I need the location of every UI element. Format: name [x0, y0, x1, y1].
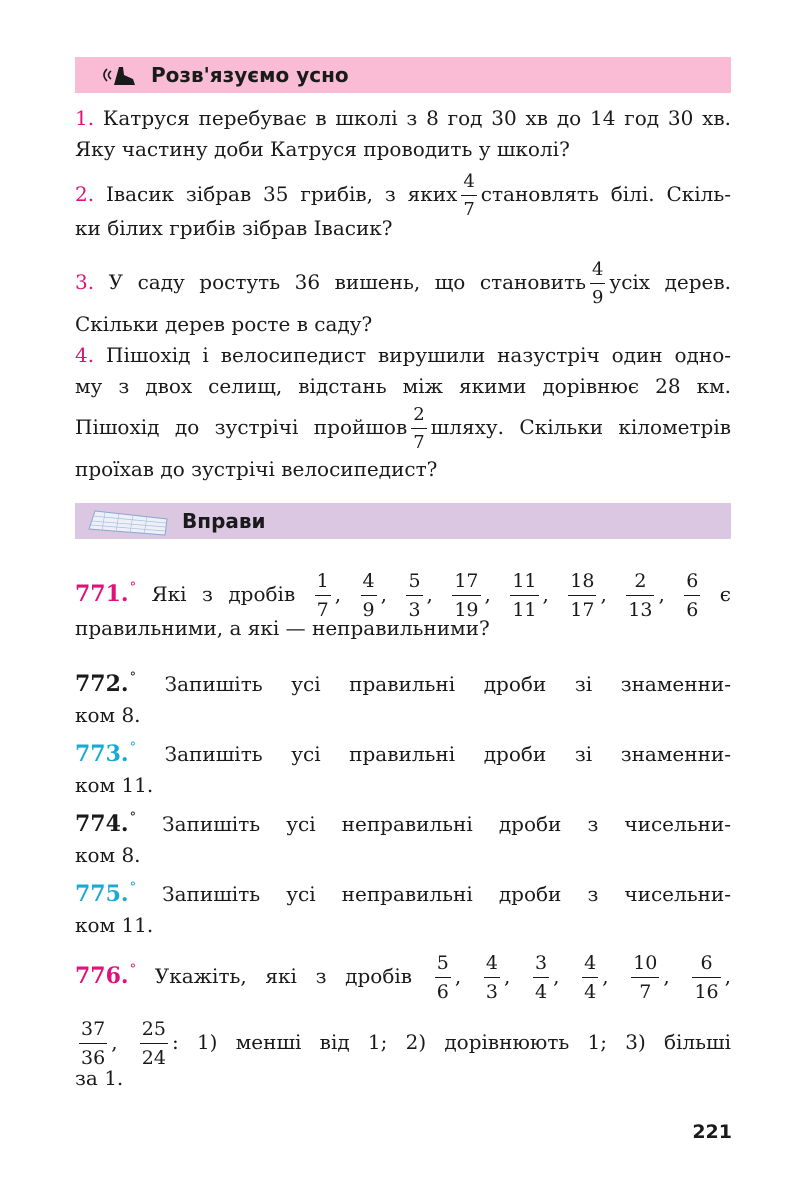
exercise-number: 772. — [75, 671, 129, 697]
fraction — [484, 951, 500, 1003]
exercise-number: 774. — [75, 811, 129, 837]
fraction-numerator: 11 — [512, 569, 537, 592]
fraction: $\frac{4}{7}$ — [463, 170, 475, 220]
fraction — [510, 569, 538, 621]
exercise-text: Запишіть усі неправильні дроби з чисельни- — [162, 812, 732, 836]
fraction-numerator: 4 — [584, 951, 597, 974]
fraction-numerator: 4 — [485, 951, 498, 974]
fraction-denominator: 24 — [141, 1046, 166, 1069]
problem-text: Яку частину доби Катруся проводить у школі? — [75, 137, 570, 161]
exercise-number: 773. — [75, 741, 129, 767]
exercise-text: Укажіть, які з дробів — [154, 964, 413, 988]
speaking-hand-icon — [97, 61, 141, 89]
fraction-denominator: 17 — [570, 598, 595, 621]
comma: , — [426, 582, 433, 606]
oral-section-title: Розв'язуємо усно — [151, 63, 349, 87]
problem-text: Пішохід до зустрічі пройшов — [75, 415, 408, 439]
exercise-774: 774.° Запишіть усі неправильні дроби з чисельни- ком 8. — [75, 802, 731, 871]
fraction-numerator: 10 — [633, 951, 658, 974]
oral-problem-4 — [75, 340, 731, 485]
exercise-775: 775.° Запишіть усі неправильні дроби з чисельни- ком 11. — [75, 872, 731, 941]
comma: , — [334, 582, 342, 606]
oral-problem-2 — [75, 167, 731, 244]
fraction-list — [431, 951, 731, 1003]
exercise-text: Запишіть усі неправильні дроби з чисельни- — [162, 882, 732, 906]
problem-text: Пішохід і велосипедист вирушили назустріч один одно- — [106, 343, 731, 367]
exercise-number: 771. — [75, 581, 129, 607]
problem-text: шляху. Скільки кілометрів — [430, 415, 731, 439]
oral-problem-1 — [75, 103, 731, 165]
exercise-number: 776. — [75, 963, 129, 989]
problem-text: му з двох селищ, відстань між якими дорівнює 28 км. — [75, 374, 731, 398]
fraction — [533, 951, 549, 1003]
fraction-numerator: 3 — [534, 951, 548, 974]
exercise-772: 772.° Запишіть усі правильні дроби зі знаменни- ком 8. — [75, 662, 731, 731]
fraction-numerator: 4 — [362, 569, 375, 592]
problem-text: усіх дерев. — [609, 270, 731, 294]
fraction: $\frac{4}{9}$ — [591, 258, 604, 308]
problem-number: 1. — [75, 106, 95, 130]
oral-problem-3 — [75, 255, 731, 340]
exercise-text: ком 11. — [75, 773, 154, 797]
fraction-numerator: 2 — [634, 569, 647, 592]
comma: , — [454, 964, 462, 988]
exercise-text: правильними, а які — неправильними? — [75, 616, 490, 640]
fraction-denominator: 13 — [628, 598, 653, 621]
comma: , — [380, 582, 387, 606]
exercise-text: за 1. — [75, 1066, 124, 1090]
oral-section-header — [75, 57, 731, 93]
exercise-773: 773.° Запишіть усі правильні дроби зі знаменни- ком 11. — [75, 732, 731, 801]
exercise-776: 776.° Укажіть, які з дробів $\frac{5}{6}$ , $\frac{4}{3}$ , $\frac{3}{4}$ , $\frac{4}{4}$ , $\frac{10}{7}$ , $\frac{6}{16}$ , $\frac{37}{36}$ , $\frac{25}{24}$ : 1) менші від 1; 2) дорівнюють 1; 3) більші за 1. — [75, 935, 731, 1094]
fraction — [568, 569, 596, 621]
notebook-paper-icon — [87, 505, 177, 537]
fraction-list — [311, 569, 705, 621]
fraction-numerator: 5 — [436, 951, 449, 974]
exercise-text: ком 8. — [75, 843, 141, 867]
comma: , — [600, 582, 607, 606]
exercises-section-title: Вправи — [182, 509, 266, 533]
fraction-list — [75, 1017, 172, 1069]
problem-text: становлять білі. Скіль- — [480, 182, 731, 206]
comma: , — [663, 964, 670, 988]
exercises-section-header — [75, 503, 731, 539]
fraction-numerator: 6 — [700, 951, 713, 974]
exercise-text: Які з дробів — [151, 582, 296, 606]
exercise-771: 771.° Які з дробів $\frac{1}{7}$ , $\frac{4}{9}$ , $\frac{5}{3}$ , $\frac{17}{19}$ , $\frac{11}{11}$ , $\frac{18}{17}$ , $\frac{2}{13}$ , $\frac{6}{6}$ є правильними, а які — неправильними? — [75, 555, 731, 644]
fraction-numerator: 18 — [570, 569, 595, 592]
fraction-denominator: 36 — [81, 1046, 106, 1069]
fraction — [631, 951, 659, 1003]
problem-number: 2. — [75, 182, 95, 206]
problem-text: Катруся перебуває в школі з 8 год 30 хв до 14 год 30 хв. — [102, 106, 731, 130]
fraction-denominator: 11 — [512, 598, 537, 621]
fraction-denominator: 3 — [408, 598, 421, 621]
fraction-denominator: 7 — [639, 980, 652, 1003]
fraction — [582, 951, 598, 1003]
problem-text: проїхав до зустрічі велосипедист? — [75, 457, 438, 481]
fraction — [684, 569, 700, 621]
exercise-text: є — [719, 582, 731, 606]
fraction-numerator: 1 — [316, 569, 329, 592]
fraction-denominator: 19 — [454, 598, 479, 621]
problem-number: 4. — [75, 343, 95, 367]
fraction — [626, 569, 654, 621]
comma: , — [724, 964, 731, 988]
fraction-denominator: 7 — [316, 598, 329, 621]
fraction-denominator: 6 — [436, 980, 449, 1003]
fraction — [692, 951, 720, 1003]
fraction-numerator: 17 — [454, 569, 479, 592]
fraction-numerator: 6 — [686, 569, 699, 592]
exercise-text: ком 8. — [75, 703, 141, 727]
exercise-number: 775. — [75, 881, 129, 907]
page-number: 221 — [692, 1121, 732, 1143]
fraction-numerator: 5 — [408, 569, 421, 592]
fraction — [435, 951, 451, 1003]
problem-number: 3. — [75, 270, 95, 294]
fraction-denominator: 9 — [362, 598, 375, 621]
fraction-numerator: 37 — [81, 1017, 106, 1040]
exercise-text: ком 11. — [75, 913, 154, 937]
comma: , — [503, 964, 511, 988]
fraction-denominator: 16 — [694, 980, 719, 1003]
comma: , — [111, 1030, 118, 1054]
fraction: $\frac{2}{7}$ — [413, 403, 425, 453]
problem-text: У саду ростуть 36 вишень, що становить — [108, 270, 586, 294]
fraction — [79, 1017, 107, 1069]
exercise-text: : 1) менші від 1; 2) дорівнюють 1; 3) більші — [171, 1030, 732, 1054]
fraction-denominator: 4 — [584, 980, 597, 1003]
exercise-text: Запишіть усі правильні дроби зі знаменни- — [164, 672, 731, 696]
comma: , — [658, 582, 665, 606]
comma: , — [602, 964, 609, 988]
fraction-denominator: 3 — [485, 980, 498, 1003]
fraction-denominator: 6 — [686, 598, 699, 621]
exercise-text: Запишіть усі правильні дроби зі знаменни- — [164, 742, 731, 766]
comma: , — [553, 964, 560, 988]
comma: , — [484, 582, 491, 606]
problem-text: ки білих грибів зібрав Івасик? — [75, 216, 393, 240]
problem-text: Івасик зібрав 35 грибів, з яких — [105, 182, 458, 206]
comma: , — [542, 582, 549, 606]
fraction-numerator: 25 — [141, 1017, 166, 1040]
problem-text: Скільки дерев росте в саду? — [75, 312, 373, 336]
fraction — [140, 1017, 168, 1069]
fraction-denominator: 4 — [534, 980, 548, 1003]
